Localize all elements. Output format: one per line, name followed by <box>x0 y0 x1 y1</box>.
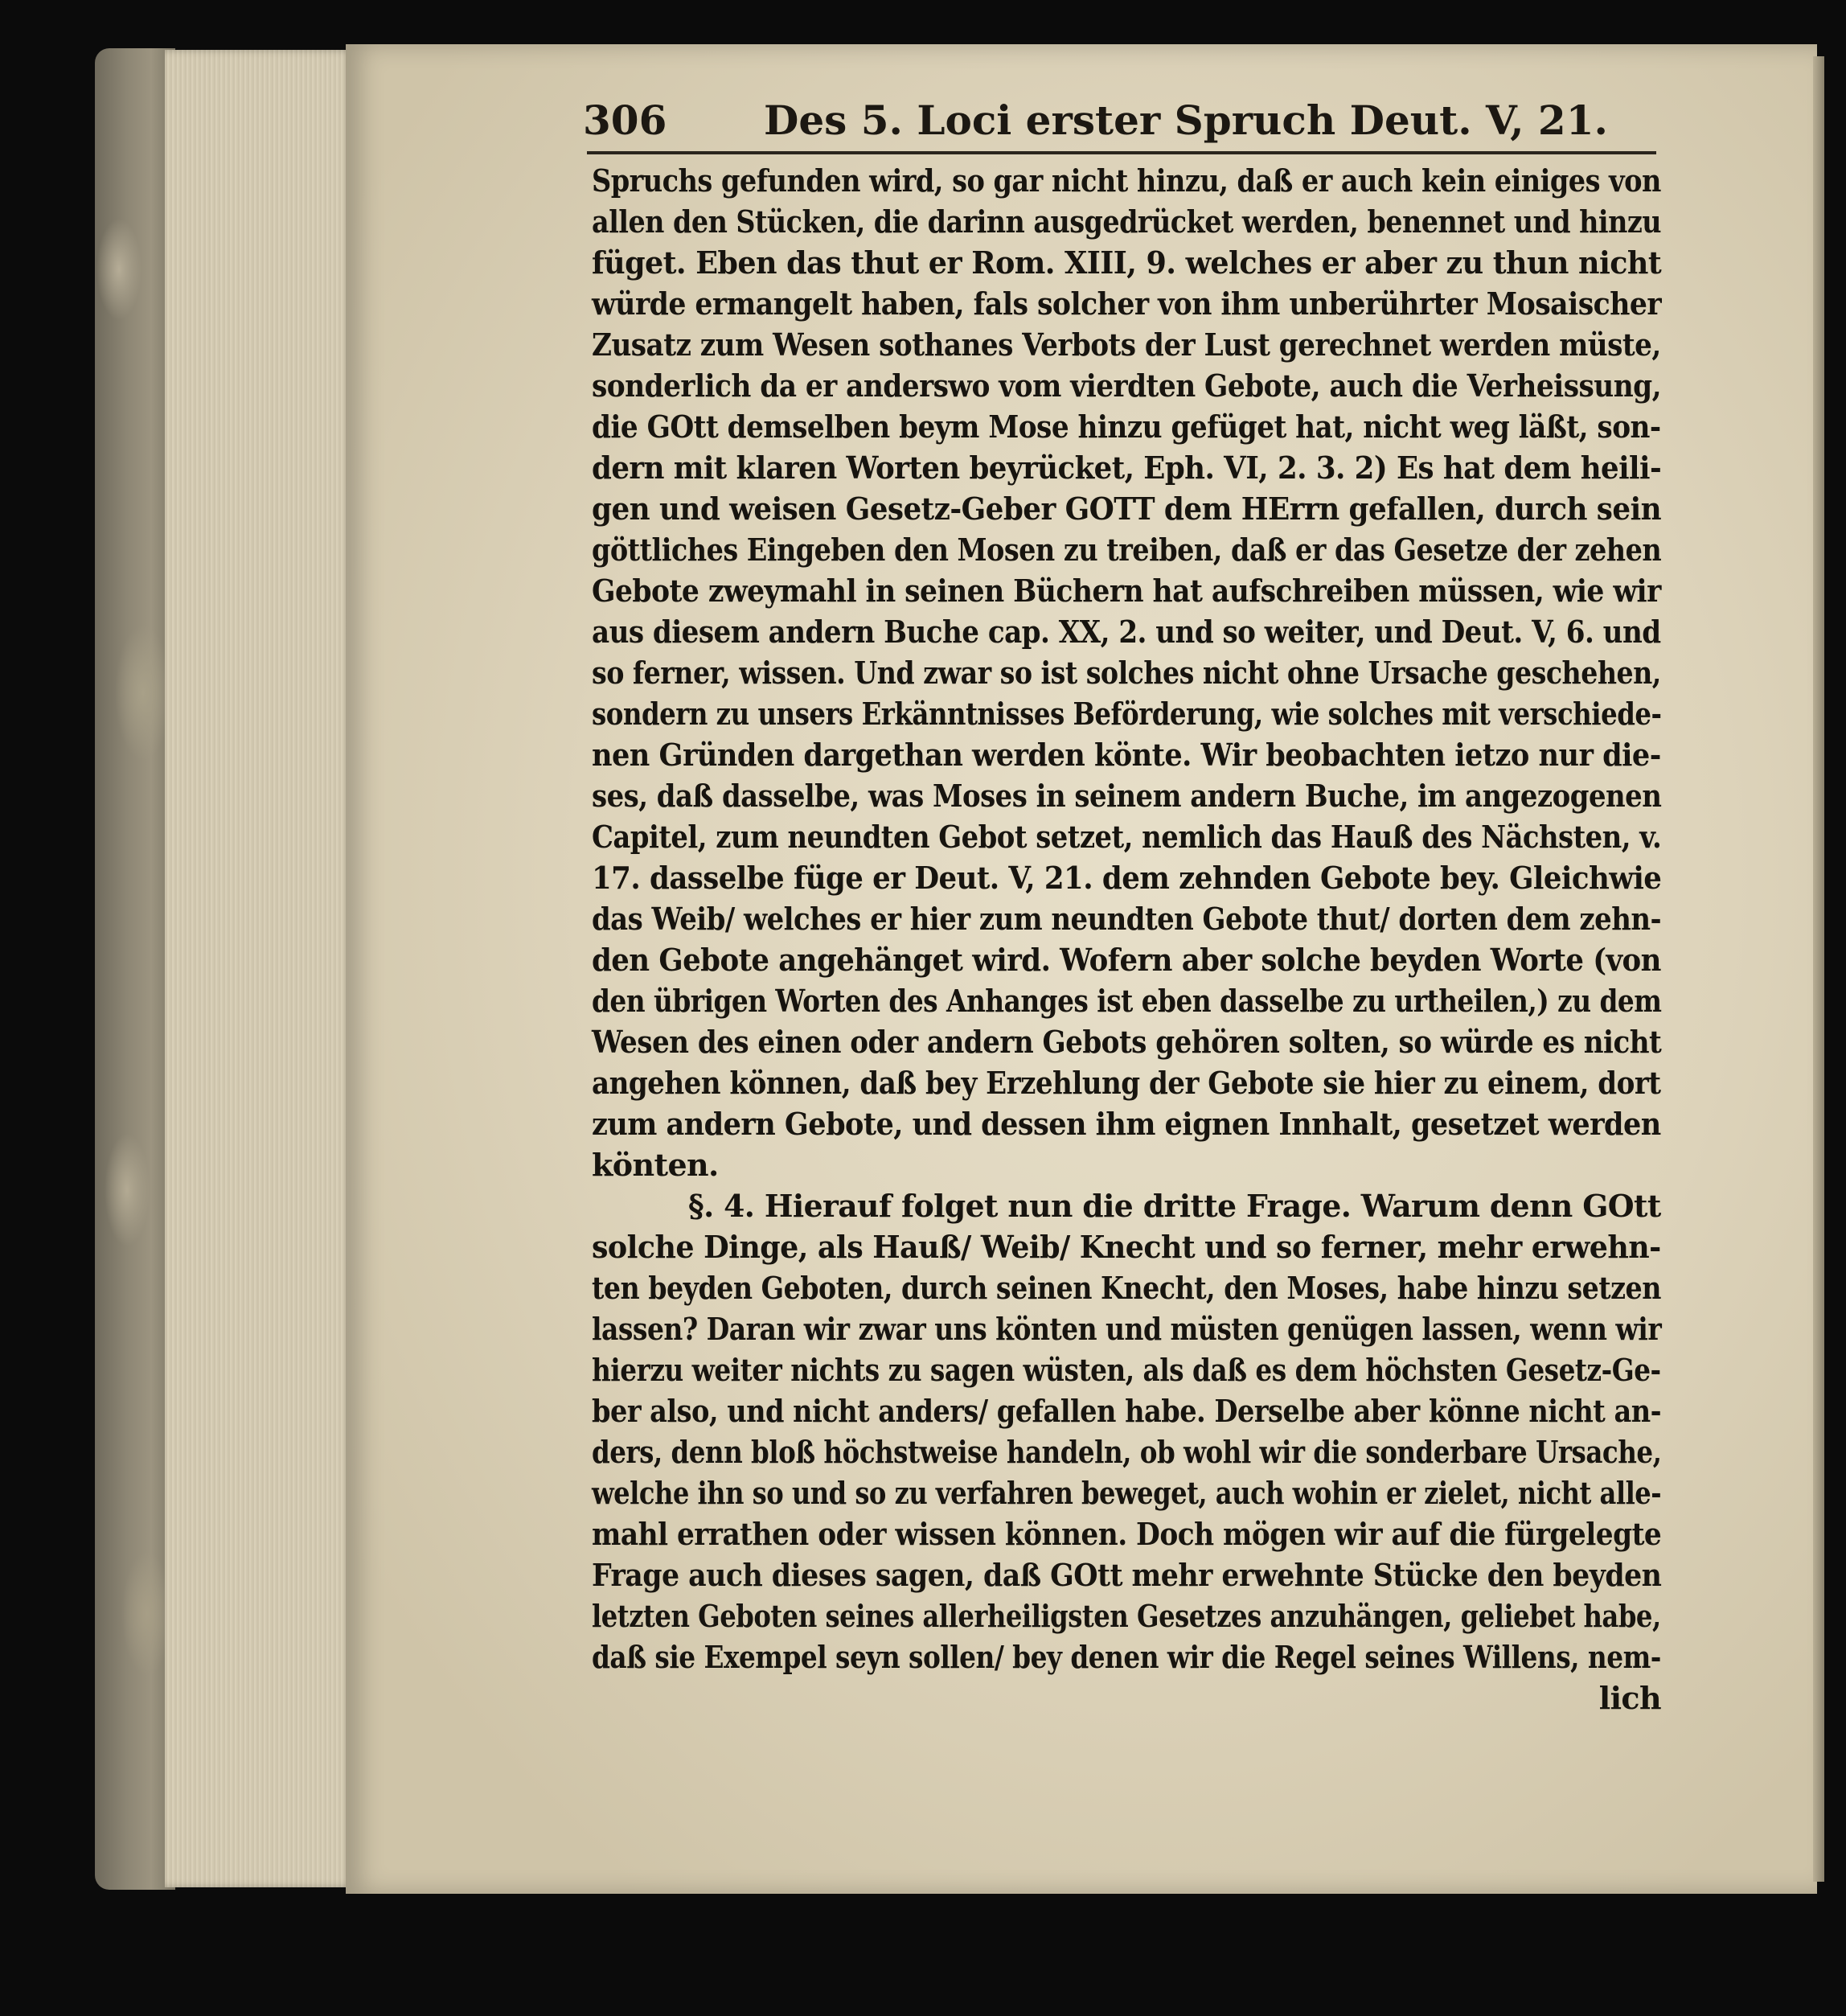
text-line: welche ihn so und so zu verfahren beweget, auch wohin er zielet, nicht alle- <box>592 1475 1662 1511</box>
running-title: Des 5. Loci erster Spruch Deut. V, 21. <box>764 96 1608 144</box>
catchword: lich <box>1598 1680 1661 1716</box>
text-line: sondern zu unsers Erkänntnisses Beförderung, wie solches mit verschiede- <box>592 696 1662 732</box>
text-line: angehen können, daß bey Erzehlung der Gebote sie hier zu einem, dort <box>592 1065 1661 1101</box>
text-line: füget. Eben das thut er Rom. XIII, 9. welches er aber zu thun nicht <box>592 244 1662 281</box>
text-line: göttliches Eingeben den Mosen zu treiben, daß er das Gesetze der zehen <box>592 532 1662 568</box>
text-line: zum andern Gebote, und dessen ihm eignen Innhalt, gesetzet werden <box>592 1106 1661 1142</box>
text-line: ber also, und nicht anders/ gefallen habe. Derselbe aber könne nicht an- <box>592 1393 1662 1429</box>
text-line: solche Dinge, als Hauß/ Weib/ Knecht und so ferner, mehr erwehn- <box>592 1229 1661 1265</box>
text-line: den Gebote angehänget wird. Wofern aber solche beyden Worte (von <box>592 942 1661 978</box>
section-start-line: §. 4. Hierauf folget nun die dritte Frage. Warum denn GOtt <box>688 1188 1661 1224</box>
text-line: daß sie Exempel seyn sollen/ bey denen wir die Regel seines Willens, nem- <box>592 1639 1661 1675</box>
text-line: sonderlich da er anderswo vom vierdten Gebote, auch die Verheissung, <box>592 367 1662 404</box>
text-line: könten. <box>592 1147 719 1183</box>
text-line: würde ermangelt haben, fals solcher von ihm unberührter Mosaischer <box>592 285 1662 322</box>
text-line: mahl errathen oder wissen können. Doch mögen wir auf die fürgelegte <box>592 1516 1662 1552</box>
text-line: nen Gründen dargethan werden könte. Wir beobachten ietzo nur die- <box>592 737 1661 773</box>
text-line: Capitel, zum neundten Gebot setzet, nemlich das Hauß des Nächsten, v. <box>592 819 1662 855</box>
marbled-cover-edge <box>95 48 175 1890</box>
text-line: letzten Geboten seines allerheiligsten Gesetzes anzuhängen, geliebet habe, <box>592 1598 1661 1634</box>
text-line: Spruchs gefunden wird, so gar nicht hinzu, daß er auch kein einiges von <box>592 162 1661 199</box>
text-line: allen den Stücken, die darinn ausgedrücket werden, benennet und hinzu <box>592 203 1662 240</box>
text-line: Wesen des einen oder andern Gebots gehören solten, so würde es nicht <box>592 1024 1662 1060</box>
text-line: gen und weisen Gesetz-Geber GOTT dem HErrn gefallen, durch sein <box>592 491 1662 527</box>
text-line: lassen? Daran wir zwar uns könten und müsten genügen lassen, wenn wir <box>592 1311 1662 1347</box>
text-line: hierzu weiter nichts zu sagen wüsten, als daß es dem höchsten Gesetz-Ge- <box>592 1352 1661 1388</box>
text-line: aus diesem andern Buche cap. XX, 2. und so weiter, und Deut. V, 6. und <box>592 614 1661 650</box>
page-header <box>583 96 1668 145</box>
text-line: so ferner, wissen. Und zwar so ist solches nicht ohne Ursache geschehen, <box>592 655 1661 691</box>
page-number: 306 <box>583 96 667 144</box>
text-line: Gebote zweymahl in seinen Büchern hat aufschreiben müssen, wie wir <box>592 573 1661 609</box>
text-line: das Weib/ welches er hier zum neundten Gebote thut/ dorten dem zehn- <box>592 901 1662 937</box>
page-right-edge <box>1813 56 1824 1882</box>
text-line: Frage auch dieses sagen, daß GOtt mehr erwehnte Stücke den beyden <box>592 1557 1662 1593</box>
text-line: den übrigen Worten des Anhanges ist eben dasselbe zu urtheilen,) zu dem <box>592 983 1662 1019</box>
page-stack-edges <box>165 50 354 1887</box>
text-line: ders, denn bloß höchstweise handeln, ob wohl wir die sonderbare Ursache, <box>592 1434 1662 1470</box>
text-line: die GOtt demselben beym Mose hinzu gefüget hat, nicht weg läßt, son- <box>592 409 1661 445</box>
header-rule <box>587 151 1656 154</box>
text-line: Zusatz zum Wesen sothanes Verbots der Lust gerechnet werden müste, <box>592 326 1661 363</box>
text-line: 17. dasselbe füge er Deut. V, 21. dem zehnden Gebote bey. Gleichwie <box>592 860 1662 896</box>
text-line: ten beyden Geboten, durch seinen Knecht, den Moses, habe hinzu setzen <box>592 1270 1661 1306</box>
text-line: ses, daß dasselbe, was Moses in seinem andern Buche, im angezogenen <box>592 778 1662 814</box>
text-line: dern mit klaren Worten beyrücket, Eph. VI, 2. 3. 2) Es hat dem heili- <box>592 450 1662 486</box>
